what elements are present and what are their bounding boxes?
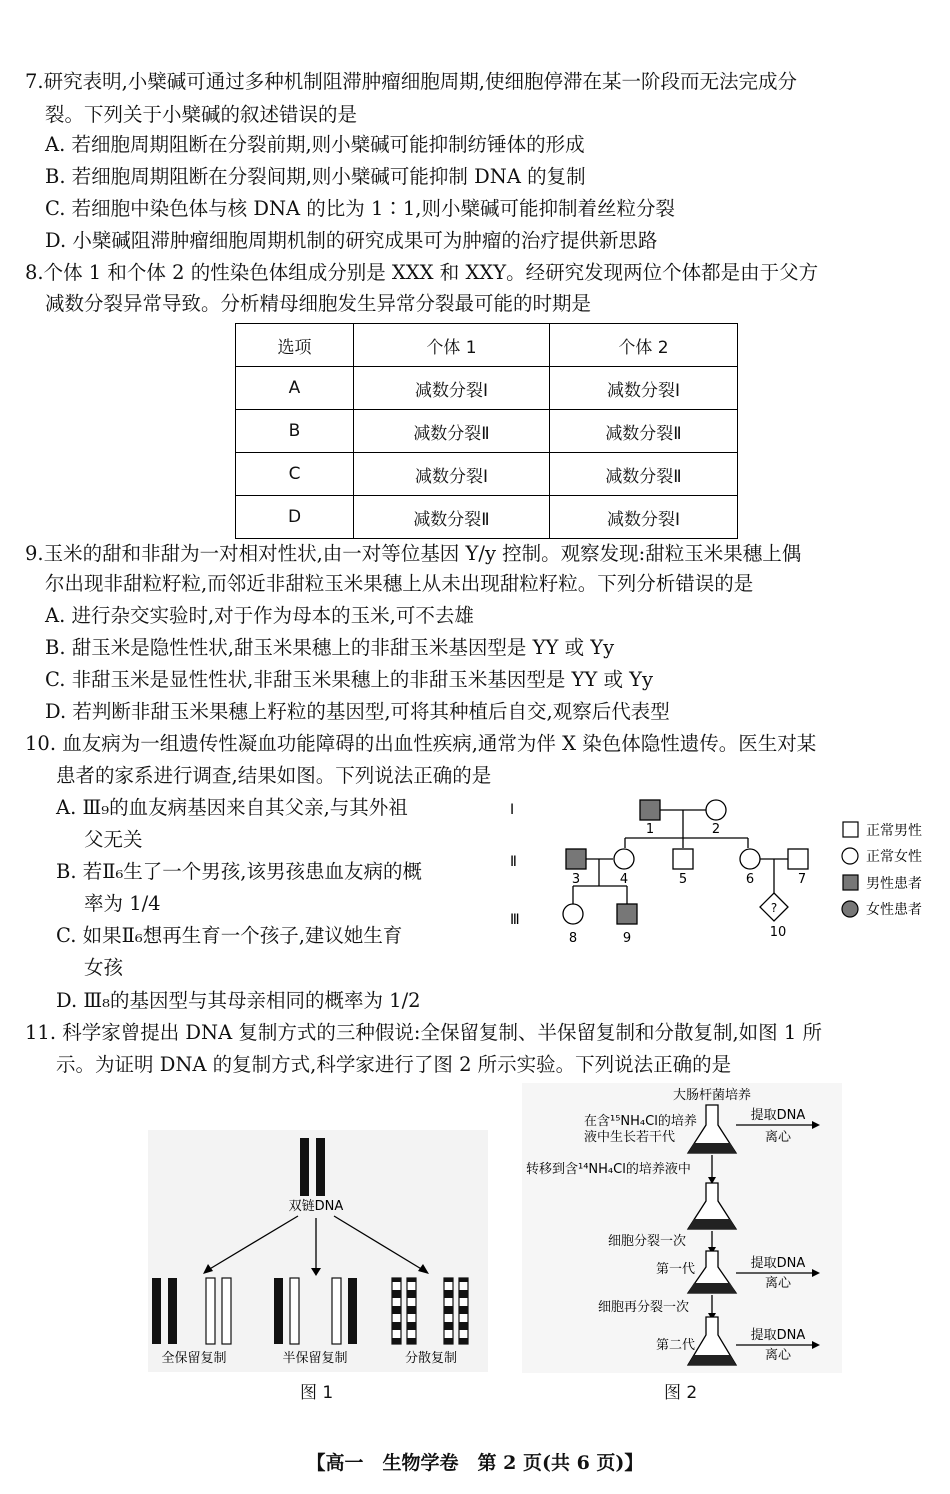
individual-4-normal-female [614, 849, 634, 869]
q7-stem-line1: 7.研究表明,小檗碱可通过多种机制阻滞肿瘤细胞周期,使细胞停滞在某一阶段而无法完成分 [25, 70, 798, 93]
unknown-mark: ? [770, 901, 778, 915]
table-header: 选项 [236, 324, 354, 367]
individual-7-normal-male [788, 849, 808, 869]
figure-1-replication-hypotheses [148, 1130, 488, 1372]
q8-table [235, 323, 738, 539]
table-cell: 减数分裂Ⅰ [354, 367, 550, 410]
individual-label: 8 [568, 931, 578, 946]
figure-2-meselson-stahl-experiment [522, 1083, 842, 1373]
legend-affected-female-symbol [842, 901, 858, 917]
q7-option-c: C. 若细胞中染色体与核 DNA 的比为 1∶1,则小檗碱可能抑制着丝粒分裂 [45, 197, 676, 220]
extract-dna-label: 提取DNA [750, 1328, 806, 1343]
individual-5-normal-male [673, 849, 693, 869]
fig2-step0-line1: 在含¹⁵NH₄Cl的培养 [584, 1114, 697, 1129]
q10-stem-line2: 患者的家系进行调查,结果如图。下列说法正确的是 [56, 764, 492, 787]
table-row [236, 367, 738, 410]
pedigree-chart [500, 790, 940, 950]
table-cell: C [236, 453, 354, 496]
fig2-transfer: 转移到含¹⁴NH₄Cl的培养液中 [526, 1162, 691, 1177]
q8-stem-line2: 减数分裂异常导致。分析精母细胞发生异常分裂最可能的时期是 [45, 292, 592, 315]
q9-stem-line1: 9.玉米的甜和非甜为一对相对性状,由一对等位基因 Y/y 控制。观察发现:甜粒玉米果穗上偶 [25, 542, 802, 565]
parent-dna-strand [316, 1138, 325, 1196]
fig2-generation-1: 第一代 [656, 1262, 696, 1277]
q11-stem-line2: 示。为证明 DNA 的复制方式,科学家进行了图 2 所示实验。下列说法正确的是 [56, 1053, 732, 1076]
table-header-row [236, 324, 738, 367]
table-cell: A [236, 367, 354, 410]
parent-dna-label: 双链DNA [288, 1199, 344, 1214]
fig2-step0-line2: 液中生长若干代 [584, 1130, 676, 1145]
table-header: 个体 2 [550, 324, 738, 367]
individual-2-normal-female [706, 800, 726, 820]
fig2-generation-2: 第二代 [656, 1338, 696, 1353]
table-cell: 减数分裂Ⅱ [550, 410, 738, 453]
generation-label-i: Ⅰ [510, 802, 515, 818]
dispersive-label: 分散复制 [404, 1351, 458, 1366]
individual-label: 1 [645, 822, 655, 837]
legend-affected-male-symbol [843, 875, 858, 890]
q10-option-c-line1: C. 如果Ⅱ₆想再生育一个孩子,建议她生育 [56, 924, 403, 947]
parent-dna-strand [300, 1138, 309, 1196]
individual-label: 4 [619, 872, 629, 887]
centrifuge-label: 离心 [764, 1130, 792, 1145]
figure-2-caption: 图 2 [664, 1383, 698, 1403]
conservative-label: 全保留复制 [161, 1351, 227, 1366]
centrifuge-label: 离心 [764, 1276, 792, 1291]
q10-option-c-line2: 女孩 [84, 956, 124, 979]
q9-option-a: A. 进行杂交实验时,对于作为母本的玉米,可不去雄 [45, 604, 474, 627]
q9-option-c: C. 非甜玉米是显性性状,非甜玉米果穗上的非甜玉米基因型是 YY 或 Yy [45, 668, 654, 691]
legend-label: 正常男性 [866, 823, 922, 839]
centrifuge-label: 离心 [764, 1348, 792, 1363]
fig2-division-2: 细胞再分裂一次 [598, 1300, 690, 1315]
table-cell: 减数分裂Ⅱ [354, 410, 550, 453]
extract-dna-label: 提取DNA [750, 1108, 806, 1123]
individual-label: 2 [711, 822, 721, 837]
fig2-title: 大肠杆菌培养 [672, 1088, 752, 1103]
q10-option-b-line1: B. 若Ⅱ₆生了一个男孩,该男孩患血友病的概 [56, 860, 422, 883]
q9-stem-line2: 尔出现非甜粒籽粒,而邻近非甜粒玉米果穗上从未出现甜粒籽粒。下列分析错误的是 [45, 572, 754, 595]
extract-dna-label: 提取DNA [750, 1256, 806, 1271]
legend-normal-male-symbol [843, 822, 858, 837]
table-header: 个体 1 [354, 324, 550, 367]
legend-label: 女性患者 [866, 902, 922, 918]
q9-option-d: D. 若判断非甜玉米果穗上籽粒的基因型,可将其种植后自交,观察后代表型 [45, 700, 670, 723]
q7-option-d: D. 小檗碱阻滞肿瘤细胞周期机制的研究成果可为肿瘤的治疗提供新思路 [45, 229, 658, 252]
q7-stem-line2: 裂。下列关于小檗碱的叙述错误的是 [45, 103, 358, 126]
figure-1-caption: 图 1 [300, 1383, 334, 1403]
individual-label: 3 [571, 872, 581, 887]
legend-label: 男性患者 [866, 876, 922, 892]
q10-option-a-line1: A. Ⅲ₉的血友病基因来自其父亲,与其外祖 [56, 796, 408, 819]
q10-stem-line1: 10. 血友病为一组遗传性凝血功能障碍的出血性疾病,通常为伴 X 染色体隐性遗传。医生对某 [25, 732, 817, 755]
table-cell: 减数分裂Ⅰ [550, 367, 738, 410]
semiconservative-label: 半保留复制 [282, 1351, 348, 1366]
table-cell: 减数分裂Ⅱ [550, 453, 738, 496]
individual-8-normal-female [563, 904, 583, 924]
table-cell: B [236, 410, 354, 453]
generation-label-ii: Ⅱ [510, 854, 517, 870]
q9-option-b: B. 甜玉米是隐性性状,甜玉米果穗上的非甜玉米基因型是 YY 或 Yy [45, 636, 615, 659]
q7-option-b: B. 若细胞周期阻断在分裂间期,则小檗碱可能抑制 DNA 的复制 [45, 165, 586, 188]
legend-normal-female-symbol [842, 848, 858, 864]
individual-6-normal-female [740, 849, 760, 869]
q10-option-a-line2: 父无关 [84, 828, 143, 851]
individual-label: 6 [745, 872, 755, 887]
individual-3-affected-male [566, 849, 586, 869]
q11-stem-line1: 11. 科学家曾提出 DNA 复制方式的三种假说:全保留复制、半保留复制和分散复制,如图 1 所 [25, 1021, 822, 1044]
table-row [236, 453, 738, 496]
individual-label: 7 [797, 872, 807, 887]
q10-option-b-line2: 率为 1/4 [84, 892, 161, 915]
individual-9-affected-male [617, 904, 637, 924]
q7-option-a: A. 若细胞周期阻断在分裂前期,则小檗碱可能抑制纺锤体的形成 [45, 133, 585, 156]
individual-label: 9 [622, 931, 632, 946]
q10-option-d: D. Ⅲ₈的基因型与其母亲相同的概率为 1/2 [56, 989, 421, 1012]
table-cell: D [236, 496, 354, 539]
individual-label: 10 [769, 925, 787, 940]
individual-1-affected-male [640, 800, 660, 820]
table-cell: 减数分裂Ⅱ [354, 496, 550, 539]
fig2-division-1: 细胞分裂一次 [608, 1234, 687, 1249]
generation-label-iii: Ⅲ [510, 912, 520, 928]
table-row [236, 496, 738, 539]
q8-stem-line1: 8.个体 1 和个体 2 的性染色体组成分别是 XXX 和 XXY。经研究发现两位个体都是由于父方 [25, 261, 819, 284]
page-footer: 【高一 生物学卷 第 2 页(共 6 页)】 [306, 1452, 644, 1474]
individual-label: 5 [678, 872, 688, 887]
table-cell: 减数分裂Ⅰ [550, 496, 738, 539]
table-cell: 减数分裂Ⅰ [354, 453, 550, 496]
legend-label: 正常女性 [866, 849, 922, 865]
table-row [236, 410, 738, 453]
